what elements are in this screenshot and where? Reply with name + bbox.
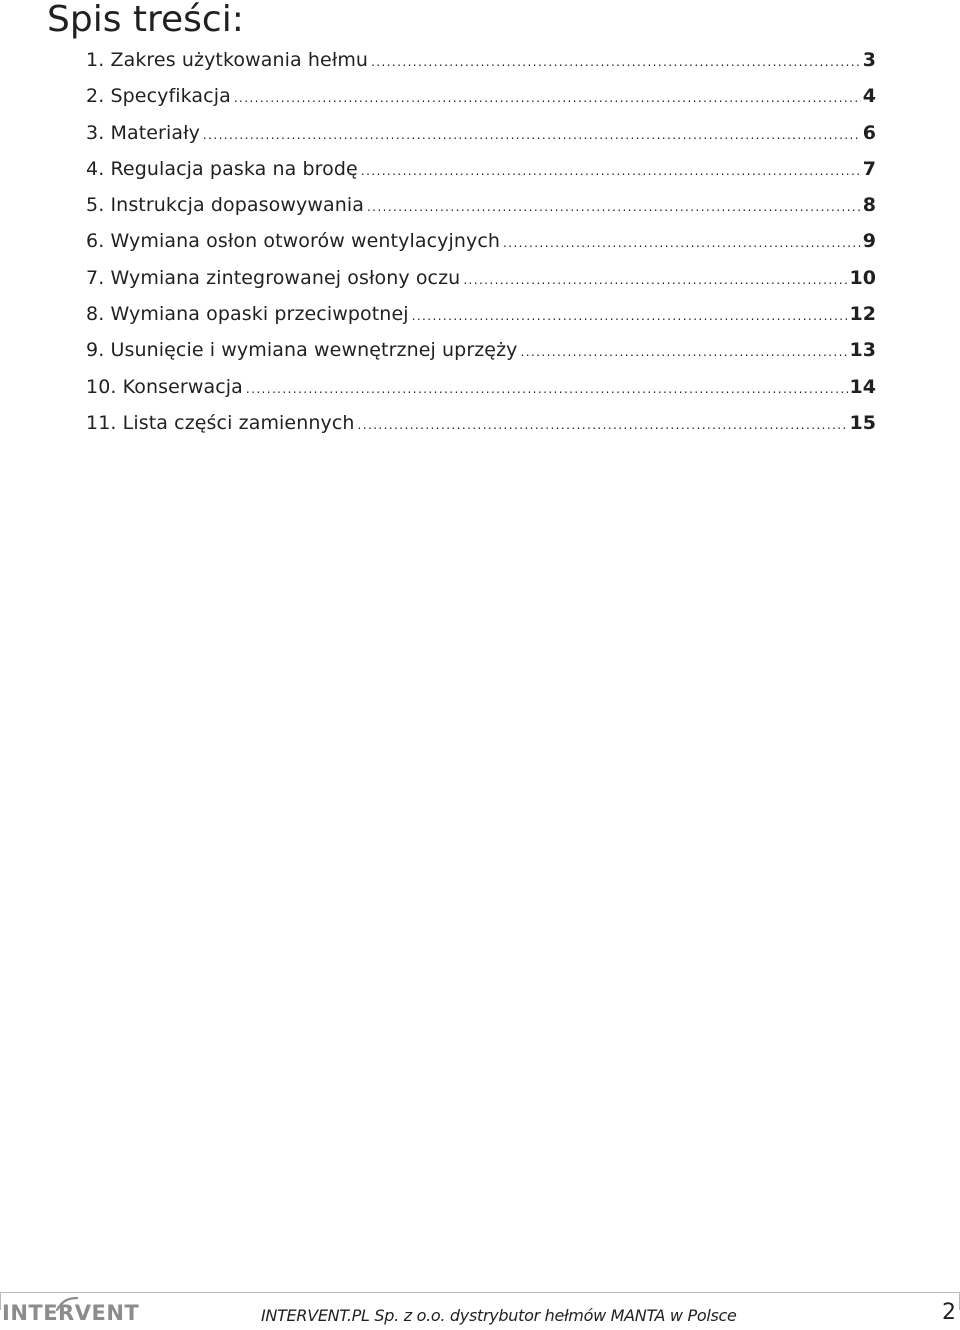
footer-company-text: INTERVENT.PL Sp. z o.o. dystrybutor hełmów MANTA w Polsce [261,1306,737,1325]
page-title: Spis treści: [47,0,244,40]
toc-leader-dots [521,334,849,370]
toc-entry-page: 3 [862,49,876,71]
toc-entry-label: 9. Usunięcie i wymiana wewnętrznej uprzęży [86,339,518,362]
logo-swoosh-icon [56,1297,78,1311]
toc-leader-dots [503,225,861,261]
toc-entry-label: 4. Regulacja paska na brodę [86,157,358,180]
toc-entry-label: 10. Konserwacja [86,375,243,398]
toc-entry-label: 6. Wymiana osłon otworów wentylacyjnych [86,230,501,253]
toc-entry[interactable] [86,296,876,332]
logo-wordmark: INTERVENT [2,1301,140,1325]
toc-entry[interactable] [86,405,876,441]
toc-leader-dots [234,80,861,116]
footer-divider [0,1292,960,1293]
toc-entry-label: 1. Zakres użytkowania hełmu [86,49,369,71]
toc-leader-dots [367,189,861,225]
toc-entry-page: 10 [849,266,876,289]
toc-entry-page: 14 [849,375,876,398]
toc-entry-label: 7. Wymiana zintegrowanej osłony oczu [86,266,461,289]
toc-entry-label: 5. Instrukcja dopasowywania [86,194,364,217]
footer-divider-tick-left [0,1292,1,1310]
toc-entry-label: 11. Lista części zamiennych [86,411,355,434]
toc-entry[interactable] [86,115,876,151]
toc-entry[interactable] [86,42,876,78]
toc-entry[interactable] [86,332,876,368]
toc-leader-dots [358,407,849,443]
table-of-contents [86,42,876,441]
toc-entry-label: 8. Wymiana opaski przeciwpotnej [86,303,409,326]
toc-entry[interactable] [86,151,876,187]
intervent-logo [2,1297,140,1327]
toc-leader-dots [412,298,849,334]
toc-entry-page: 12 [849,303,876,326]
toc-leader-dots [463,262,848,298]
toc-entry[interactable] [86,78,876,114]
toc-leader-dots [371,44,861,80]
toc-entry[interactable] [86,260,876,296]
toc-entry-page: 9 [862,230,876,253]
toc-entry-label: 3. Materiały [86,121,200,144]
toc-entry-page: 6 [862,121,876,144]
toc-entry[interactable] [86,369,876,405]
toc-entry-page: 7 [862,157,876,180]
toc-leader-dots [361,153,861,189]
toc-entry-label: 2. Specyfikacja [86,85,231,108]
toc-leader-dots [246,371,849,407]
toc-leader-dots [203,117,861,153]
toc-entry-page: 8 [862,194,876,217]
toc-entry-page: 15 [849,411,876,434]
toc-entry-page: 13 [849,339,876,362]
toc-entry[interactable] [86,223,876,259]
page-number: 2 [942,1300,956,1325]
toc-entry[interactable] [86,187,876,223]
toc-entry-page: 4 [862,85,876,108]
